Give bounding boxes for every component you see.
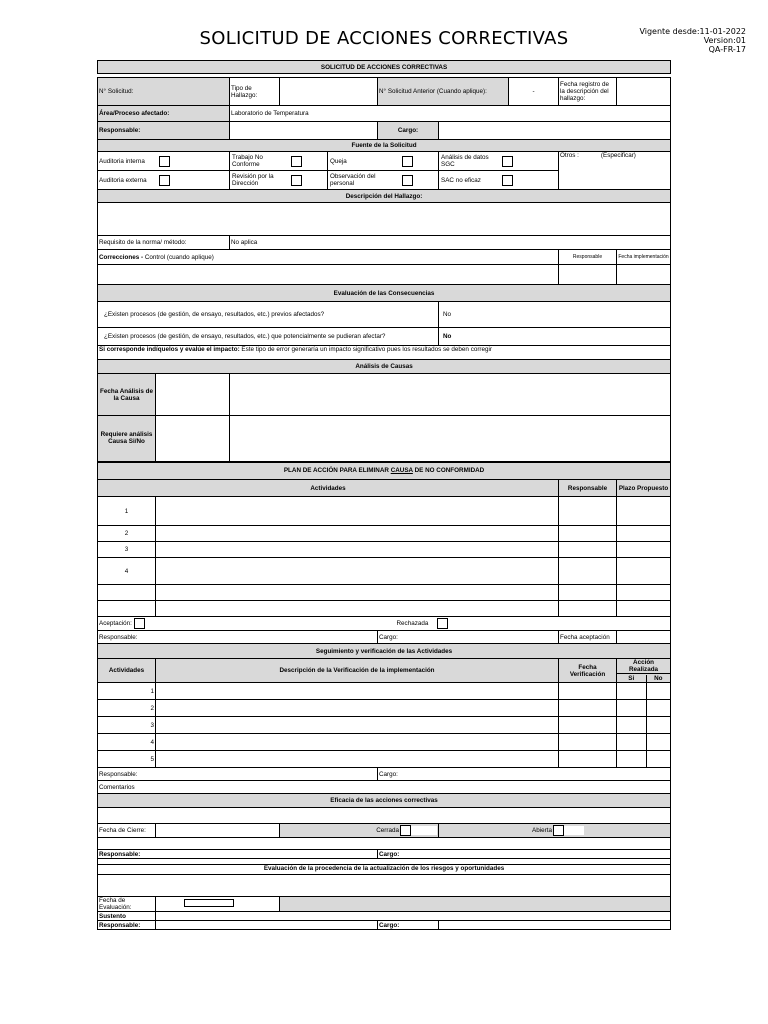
plan-responsable-header: Responsable [559,480,617,497]
plan-plazo-header: Plazo Propuesto [617,480,671,497]
checkbox[interactable] [291,175,302,186]
descripcion-title: Descripción del Hallazgo: [98,190,671,203]
seg-si-header: Si [617,675,646,682]
riesgos-cargo-value[interactable] [439,921,671,930]
fecha-cierre-value[interactable] [156,824,280,838]
cerrada-checkbox[interactable] [400,825,411,836]
plan-row-number: 4 [98,558,156,585]
seg-row[interactable] [98,751,671,768]
seg-actividades-header: Actividades [98,659,156,683]
seg-row[interactable] [98,717,671,734]
seg-accion-field[interactable] [617,717,671,734]
plan-row-number [98,585,156,601]
plan-title-pre: PLAN DE ACCIÓN PARA ELIMINAR [283,467,391,475]
seg-accion-header: Acción Realizada [617,659,671,674]
plan-plazo-field[interactable] [617,542,671,558]
seg-cargo[interactable]: Cargo: [378,768,671,781]
fuente-sac-no-eficaz[interactable] [439,171,559,190]
correcciones-label [98,250,559,265]
seg-descripcion-field[interactable] [156,734,559,751]
form-title: SOLICITUD DE ACCIONES CORRECTIVAS [98,61,671,74]
comentarios[interactable]: Comentarios [98,781,671,794]
seg-accion-field[interactable] [617,700,671,717]
plan-row[interactable] [98,585,671,601]
riesgos-cargo-label: Cargo: [378,921,439,930]
eficacia-responsable[interactable]: Responsable: [98,850,378,859]
requiere-analisis-value[interactable] [156,416,230,462]
area-value[interactable]: Laboratorio de Temperatura [230,106,671,122]
aceptacion[interactable] [98,617,378,631]
seg-fecha-field[interactable] [559,683,617,700]
analisis-title: Análisis de Causas [98,360,671,374]
seg-row-number: 4 [98,734,156,751]
fuente-analisis-datos[interactable] [439,152,559,171]
sustento-label: Sustento [98,912,156,921]
checkbox[interactable] [402,175,413,186]
responsable-value[interactable] [230,122,378,140]
seg-no-header: No [654,674,663,682]
abierta-label: Abierta [532,827,552,835]
evaluacion-title: Evaluación de las Consecuencias [98,285,671,302]
eficacia-cargo[interactable]: Cargo: [378,850,671,859]
plan-responsable-field[interactable] [559,526,617,542]
label: Auditoria externa [99,176,147,184]
plan-plazo-field[interactable] [617,497,671,526]
plan-row[interactable] [98,542,671,558]
plan-title-post: DE NO CONFORMIDAD [412,467,485,475]
corr-responsable-header: Responsable [559,250,617,265]
seg-no-field[interactable] [646,734,670,750]
evaluacion-q2: ¿Existen procesos (de gestión, de ensayo, resultados, etc.) que potencialmente se pudieran afectar? [98,328,439,346]
plan-activity-field[interactable] [156,585,559,601]
label: Auditoria interna [99,157,145,165]
cargo-label: Cargo: [378,122,439,140]
descripcion-field[interactable] [98,203,671,236]
riesgos-responsable-value[interactable] [156,921,378,930]
fecha-registro-label: Fecha registro de la descripción del hallazgo: [559,78,617,106]
plan-row[interactable] [98,526,671,542]
riesgos-responsable-label: Responsable: [98,921,156,930]
fuente-observacion-personal[interactable] [328,171,439,190]
fuente-auditoria-interna[interactable] [98,152,230,171]
plan-row-number: 3 [98,542,156,558]
seg-responsable[interactable]: Responsable: [98,768,378,781]
fecha-evaluacion-fill [280,897,671,912]
seg-row-number: 5 [98,751,156,768]
rechazada-checkbox[interactable] [437,618,448,629]
plan-activity-field[interactable] [156,558,559,585]
seg-no-field[interactable] [646,717,670,733]
plan-responsable-field[interactable] [559,558,617,585]
seg-accion-field[interactable] [617,683,671,700]
fuente-title: Fuente de la Solicitud [98,140,671,152]
label: Observación del personal [330,173,376,187]
evaluacion-a1[interactable]: No [439,302,671,328]
requiere-analisis-label: Requiere análisis Causa Si/No [98,416,156,462]
abierta-checkbox[interactable] [553,825,564,836]
seg-descripcion-field[interactable] [156,683,559,700]
version: Version:01 [703,36,746,45]
eficacia-field[interactable] [98,808,671,824]
seg-row-number: 1 [98,683,156,700]
seg-fecha-field[interactable] [559,734,617,751]
area-label: Área/Proceso afectado: [98,106,230,122]
riesgos-field[interactable] [98,875,671,897]
form-code: QA-FR-17 [708,45,746,54]
fuente-revision-direccion[interactable] [230,171,328,190]
requisito-label: Requisito de la norma/ método: [98,236,230,250]
fecha-analisis-label: Fecha Análisis de la Causa [98,374,156,416]
responsable-label: Responsable: [98,122,230,140]
especificar-label: (Especificar) [600,152,636,159]
checkbox[interactable] [502,175,513,186]
seg-si-field[interactable] [617,734,646,750]
tipo-hallazgo-label: Tipo de Hallazgo: [230,78,280,106]
evaluacion-q1: ¿Existen procesos (de gestión, de ensayo, resultados, etc.) previos afectados? [98,302,439,328]
n-anterior-value[interactable]: - [509,78,559,106]
aceptacion-checkbox[interactable] [134,618,145,629]
plan-title [98,462,671,480]
checkbox[interactable] [159,175,170,186]
seg-no-field[interactable] [646,700,670,716]
plan-activity-field[interactable] [156,601,559,617]
seg-si-field[interactable] [617,683,646,699]
seg-fecha-field[interactable] [559,751,617,768]
evaluacion-a2[interactable]: No [439,328,671,346]
cerrada[interactable] [280,824,439,838]
abierta[interactable] [439,824,671,838]
impacto-bold: Si corresponde indíquelos y evalúe el impacto: [99,346,240,353]
seg-descripcion-field[interactable] [156,717,559,734]
correcciones-field[interactable] [98,265,559,285]
plan-cargo[interactable]: Cargo: [378,631,559,644]
label: Análisis de datos SGC [441,154,489,168]
fuente-otros[interactable] [559,152,671,190]
seg-si-no-header [617,674,671,683]
eficacia-spacer [98,838,671,850]
requisito-value[interactable]: No aplica [230,236,671,250]
fuente-queja[interactable] [328,152,439,171]
plan-responsable-field[interactable] [559,497,617,526]
label: Trabajo No Conforme [232,154,263,168]
n-anterior-label: N° Solicitud Anterior (Cuando aplique): [378,78,509,106]
plan-row-number: 1 [98,497,156,526]
corr-responsable-field[interactable] [559,265,617,285]
plan-plazo-field[interactable] [617,526,671,542]
plan-responsable-field[interactable] [559,601,617,617]
fecha-analisis-detail[interactable] [230,374,671,416]
plan-responsable-field[interactable] [559,585,617,601]
plan-responsable-field[interactable] [559,542,617,558]
requiere-analisis-detail[interactable] [230,416,671,462]
seg-no-field[interactable] [646,751,670,767]
fuente-trabajo-no-conforme[interactable] [230,152,328,171]
impacto-rest: Este tipo de error generaría un impacto significativo pues los resultados se deben corregir [239,346,493,353]
fecha-evaluacion-label: Fecha de Evaluación: [98,897,156,912]
seg-row[interactable] [98,734,671,751]
plan-plazo-field[interactable] [617,558,671,585]
aceptacion-label: Aceptación: [99,620,132,628]
plan-row[interactable] [98,558,671,585]
eficacia-title: Eficacia de las acciones correctivas [98,794,671,808]
plan-row-number [98,601,156,617]
vigente-date: Vigente desde:11-01-2022 [639,27,746,36]
rechazada-label: Rechazada [396,620,429,628]
seg-accion-field[interactable] [617,734,671,751]
plan-activity-field[interactable] [156,497,559,526]
plan-row[interactable] [98,497,671,526]
checkbox[interactable] [291,156,302,167]
seg-si-field[interactable] [617,751,646,767]
seguimiento-title: Seguimiento y verificación de las Actividades [98,644,671,659]
plan-plazo-field[interactable] [617,601,671,617]
tipo-hallazgo-value[interactable] [280,78,378,106]
seg-si-field[interactable] [617,700,646,716]
correcciones-rest: Control (cuando aplique) [143,253,214,261]
fuente-auditoria-externa[interactable] [98,171,230,190]
fecha-analisis-value[interactable] [156,374,230,416]
correcciones-bold: Correcciones - [99,253,144,261]
seg-accion-field[interactable] [617,751,671,768]
fecha-evaluacion-value[interactable] [156,897,280,912]
plan-activity-field[interactable] [156,526,559,542]
seg-descripcion-field[interactable] [156,751,559,768]
document-title: SOLICITUD DE ACCIONES CORRECTIVAS [199,28,569,49]
corrective-action-form [97,60,670,930]
plan-title-underlined: CAUSA [390,467,413,475]
label: SAC no eficaz [441,176,481,184]
cerrada-blank [411,826,437,835]
corr-fecha-field[interactable] [617,265,671,285]
fecha-aceptacion-value[interactable] [617,631,671,644]
fecha-registro-value[interactable] [617,78,671,106]
plan-actividades-header: Actividades [98,480,559,497]
seg-fecha-field[interactable] [559,717,617,734]
seg-row-number: 2 [98,700,156,717]
checkbox[interactable] [159,156,170,167]
checkbox[interactable] [502,156,513,167]
seg-row[interactable] [98,683,671,700]
seg-si-field[interactable] [617,717,646,733]
seg-fecha-header: Fecha Verificación [559,659,617,683]
checkbox[interactable] [402,156,413,167]
label: Queja [330,157,347,165]
seg-descripcion-field[interactable] [156,700,559,717]
cerrada-label: Cerrada [376,827,399,835]
plan-responsable[interactable]: Responsable: [98,631,378,644]
corr-fecha-header: Fecha implementación [617,250,671,265]
abierta-blank [564,826,584,835]
document-meta [639,27,746,54]
n-solicitud-label: N° Solicitud: [98,78,230,106]
plan-row-number: 2 [98,526,156,542]
plan-row[interactable] [98,601,671,617]
fecha-evaluacion-box[interactable] [184,899,234,907]
fecha-cierre-label: Fecha de Cierre: [98,824,156,838]
sustento-value[interactable] [156,912,671,921]
label: Otros : [560,152,579,159]
seg-no-field[interactable] [646,683,670,699]
cargo-value[interactable] [439,122,671,140]
plan-plazo-field[interactable] [617,585,671,601]
fecha-aceptacion-label: Fecha aceptación [559,631,617,644]
seg-row[interactable] [98,700,671,717]
riesgos-title: Evaluación de la procedencia de la actualización de los riesgos y oportunidades [98,865,671,875]
label: Revisión por la Dirección [232,173,274,187]
seg-descripcion-header: Descripción de la Verificación de la implementación [156,659,559,683]
plan-activity-field[interactable] [156,542,559,558]
seg-fecha-field[interactable] [559,700,617,717]
seg-row-number: 3 [98,717,156,734]
impacto-text[interactable] [98,346,671,360]
rechazada[interactable] [378,617,671,631]
form-table [97,60,671,930]
